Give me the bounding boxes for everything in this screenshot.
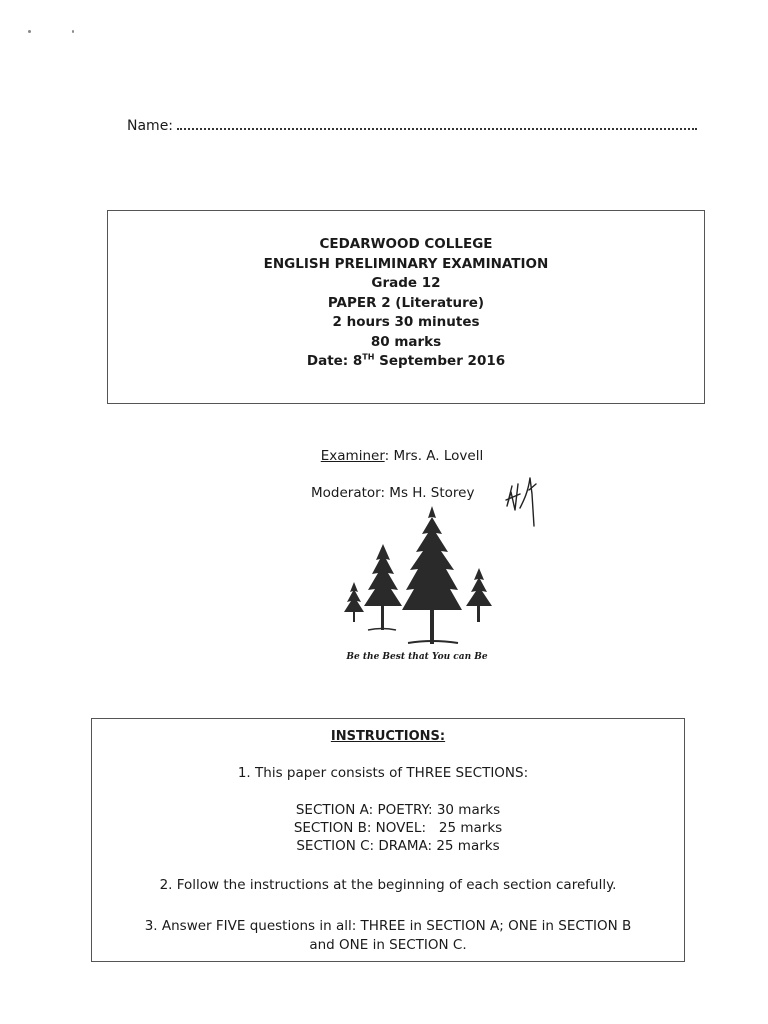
date-suffix: September 2016: [374, 353, 506, 369]
section-b: SECTION B: NOVEL: 25 marks: [293, 820, 503, 836]
moderator-line: Moderator: Ms H. Storey: [311, 485, 475, 501]
instructions-box: [91, 718, 685, 962]
scan-speck: [28, 30, 31, 33]
grade: Grade 12: [371, 275, 441, 291]
exam-header-box: [107, 210, 705, 404]
examiner-value: : Mrs. A. Lovell: [384, 448, 484, 464]
instruction-1: 1. This paper consists of THREE SECTIONS:: [237, 765, 529, 781]
instruction-3-line-2: and ONE in SECTION C.: [309, 937, 467, 953]
examiner-line: [0, 448, 768, 464]
instruction-3-line-1: 3. Answer FIVE questions in all: THREE in SECTION A; ONE in SECTION B: [144, 918, 632, 934]
examiner-label: Examiner: [320, 448, 385, 464]
sections-list: [92, 801, 684, 855]
name-dotted-line: [177, 116, 697, 130]
signature-icon: [498, 470, 544, 530]
exam-date: [108, 352, 704, 372]
instruction-3: [92, 917, 684, 955]
section-c: SECTION C: DRAMA: 25 marks: [296, 838, 500, 854]
instruction-2: 2. Follow the instructions at the beginning of each section carefully.: [159, 877, 617, 893]
instructions-title: INSTRUCTIONS:: [330, 729, 446, 744]
section-a: SECTION A: POETRY: 30 marks: [295, 802, 501, 818]
name-field: [127, 116, 697, 134]
date-superscript: TH: [362, 352, 375, 362]
date-prefix: Date: 8: [306, 353, 363, 369]
scan-speck: [72, 30, 74, 33]
name-label: Name:: [127, 118, 174, 134]
total-marks: 80 marks: [370, 333, 442, 350]
duration: 2 hours 30 minutes: [332, 314, 480, 330]
school-name: CEDARWOOD COLLEGE: [319, 236, 493, 252]
pine-trees-logo: [338, 502, 498, 648]
school-motto: Be the Best that You can Be: [346, 652, 488, 662]
exam-title: ENGLISH PRELIMINARY EXAMINATION: [263, 255, 549, 272]
paper-title: PAPER 2 (Literature): [327, 294, 485, 311]
